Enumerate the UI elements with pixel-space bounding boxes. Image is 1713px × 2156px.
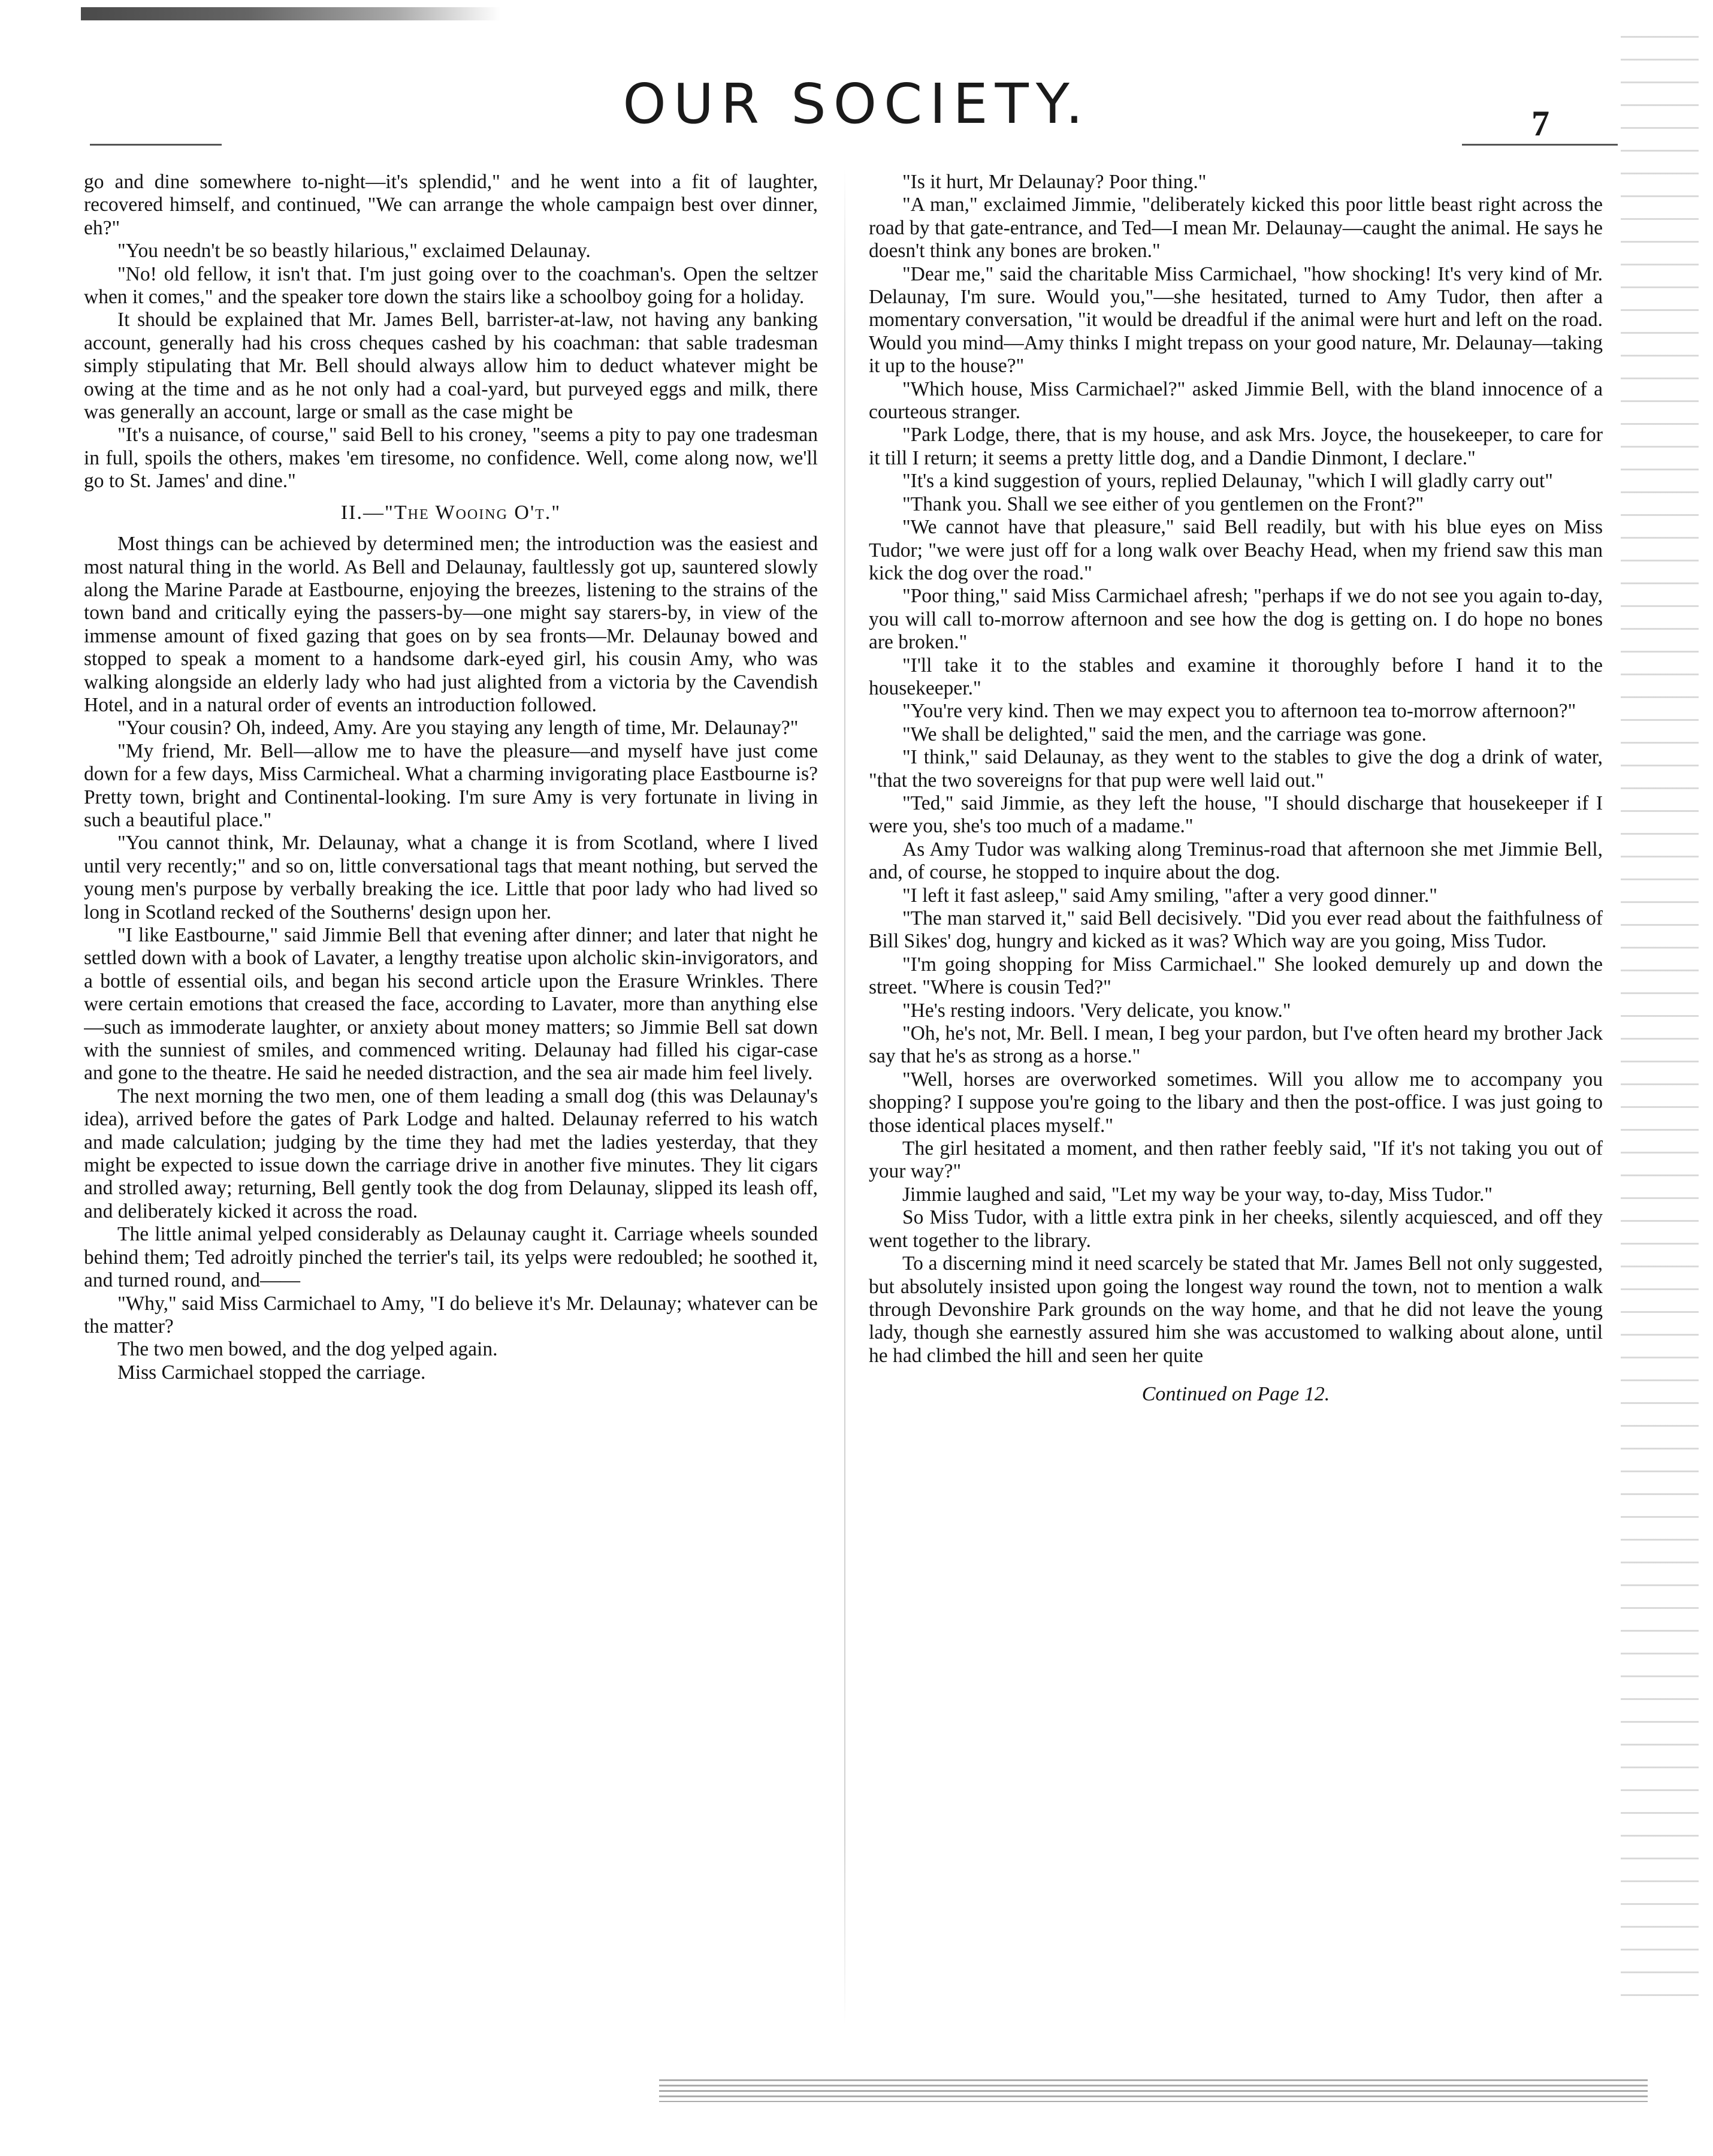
paragraph: Most things can be achieved by determined men; the introduction was the easiest and most natural thing in the world. As Bell and Delaunay, faultlessly got up, sauntered slowly along the Marine Parade at Eastbourne, enjoying the breezes, listening to the strains of the town band and critically eying the passers-by—one might say starers-by, in view of the immense amount of fixed gazing that goes on by sea fronts—Mr. Delaunay bowed and stopped to speak a moment to a handsome dark-eyed girl, his cousin Amy, who was walking alongside an elderly lady who had just alighted from a victoria by the Cavendish Hotel, and in a natural order of events an introduction followed. [84, 533, 818, 716]
paragraph: Jimmie laughed and said, "Let my way be your way, to-day, Miss Tudor." [902, 1183, 1493, 1206]
paragraph: To a discerning mind it need scarcely be stated that Mr. James Bell not only suggested, but absolutely insisted upon going the longest way round the town, not to mention a walk through Devonshire Park grounds on the way home, and that he did not leave the young lady, though she earnestly assured him she was accustomed to walking about alone, until he had climbed the hill and seen her quite [869, 1252, 1603, 1367]
paragraph: "We cannot have that pleasure," said Bell readily, but with his blue eyes on Miss Tudor; "we were just off for a long walk over Beachy Head, when my friend saw this man kick the dog over the road." [869, 516, 1603, 584]
paragraph: "Thank you. Shall we see either of you gentlemen on the Front?" [902, 493, 1424, 515]
paragraph: "It's a kind suggestion of yours, replied Delaunay, "which I will gladly carry out" [902, 470, 1553, 493]
paragraph: "I left it fast asleep," said Amy smiling, "after a very good dinner." [902, 884, 1437, 907]
bottom-decorative-rule [659, 2079, 1648, 2102]
scan-edge-noise [1621, 36, 1699, 2013]
column-divider [844, 168, 845, 2025]
paragraph: Miss Carmichael stopped the carriage. [117, 1361, 426, 1384]
paragraph: So Miss Tudor, with a little extra pink in her cheeks, silently acquiesced, and off they went together to the library. [869, 1206, 1603, 1252]
paragraph: go and dine somewhere to-night—it's splendid," and he went into a fit of laughter, recovered himself, and continued, "We can arrange the whole campaign best over dinner, eh?" [84, 171, 818, 239]
paragraph: "We shall be delighted," said the men, and the carriage was gone. [902, 723, 1427, 745]
paragraph: "I'm going shopping for Miss Carmichael." She looked demurely up and down the street. "Where is cousin Ted?" [869, 953, 1603, 999]
paragraph: "Poor thing," said Miss Carmichael afresh; "perhaps if we do not see you again to-day, you will call to-morrow afternoon and see how the dog is getting on. I do hope no bones are broken." [869, 585, 1603, 654]
paragraph: As Amy Tudor was walking along Treminus-road that afternoon she met Jimmie Bell, and, of course, he stopped to inquire about the dog. [869, 838, 1603, 884]
paragraph: "Is it hurt, Mr Delaunay? Poor thing." [902, 171, 1207, 193]
continued-notice: Continued on Page 12. [1141, 1383, 1330, 1406]
paragraph: "The man starved it," said Bell decisively. "Did you ever read about the faithfulness of Bill Sikes' dog, hungry and kicked as it was? Which way are you going, Miss Tudor. [869, 907, 1603, 953]
paragraph: The two men bowed, and the dog yelped again. [117, 1338, 498, 1361]
paragraph: "You're very kind. Then we may expect you to afternoon tea to-morrow afternoon?" [902, 700, 1576, 723]
paragraph: "Dear me," said the charitable Miss Carmichael, "how shocking! It's very kind of Mr. Delaunay, I'm sure. Would you,"—she hesitated, turned to Amy Tudor, then after a momentary conversation, "it would be dreadful if the animal were hurt and left on the road. Would you mind—Amy thinks I might trepass on your good nature, Mr. Delaunay—taking it up to the house?" [869, 262, 1603, 378]
paragraph: "I think," said Delaunay, as they went to the stables to give the dog a drink of water, "that the two sovereigns for that pup were well laid out." [869, 746, 1603, 792]
paragraph: "Your cousin? Oh, indeed, Amy. Are you staying any length of time, Mr. Delaunay?" [117, 717, 799, 739]
paragraph: "He's resting indoors. 'Very delicate, you know." [902, 999, 1291, 1022]
paragraph: "I'll take it to the stables and examine it thoroughly before I hand it to the housekeeper." [869, 654, 1603, 699]
paragraph: "I like Eastbourne," said Jimmie Bell that evening after dinner; and later that night he settled down with a book of Lavater, a lengthy treatise upon alcholic skin-invigorators, and a bottle of essential oils, and began his second article upon the Erasure Wrinkles. There were certain emotions that creased the face, according to Lavater, more than anything else—such as immoderate laughter, or anxiety about money matters; so Jimmie Bell sat down with the sunniest of smiles, and commenced writing. Delaunay had filled his cigar-case and gone to the theatre. He said he needed distraction, and the sea air made him feel lively. [84, 924, 818, 1085]
paragraph: "Oh, he's not, Mr. Bell. I mean, I beg your pardon, but I've often heard my brother Jack say that he's as strong as a horse." [869, 1022, 1603, 1068]
paragraph: "Ted," said Jimmie, as they left the house, "I should discharge that housekeeper if I were you, she's too much of a madame." [869, 792, 1603, 838]
paragraph: "It's a nuisance, of course," said Bell to his croney, "seems a pity to pay one tradesman in full, spoils the others, makes 'em tiresome, no confidence. Well, come along now, we'll go to St. James' and dine." [84, 424, 818, 493]
paragraph: The little animal yelped considerably as Delaunay caught it. Carriage wheels sounded behind them; Ted adroitly pinched the terrier's tail, its yelps were redoubled; he soothed it, and turned round, and—— [84, 1223, 818, 1292]
page-number: 7 [1531, 104, 1549, 143]
paragraph: The next morning the two men, one of them leading a small dog (this was Delaunay's idea), arrived before the gates of Park Lodge and halted. Delaunay referred to his watch and made calculation; judging by the time they had met the ladies yesterday, that they might be expected to issue down the carriage drive in another five minutes. They lit cigars and strolled away; returning, Bell gently took the dog from Delaunay, slipped its leash off, and deliberately kicked it across the road. [84, 1085, 818, 1222]
page-title: OUR SOCIETY. [623, 72, 1090, 136]
paragraph: "You needn't be so beastly hilarious," exclaimed Delaunay. [117, 240, 591, 262]
paragraph: "Why," said Miss Carmichael to Amy, "I do believe it's Mr. Delaunay; whatever can be the matter? [84, 1292, 818, 1337]
header-rule-right [1462, 144, 1618, 146]
paragraph: "Park Lodge, there, that is my house, and ask Mrs. Joyce, the housekeeper, to care for it till I return; it seems a pretty little dog, and a Dandie Dinmont, I declare." [869, 424, 1603, 469]
header-rule-left [90, 144, 222, 146]
section-heading: II.—"The Wooing O't." [340, 501, 561, 524]
paragraph: "Which house, Miss Carmichael?" asked Jimmie Bell, with the bland innocence of a courteous stranger. [869, 378, 1603, 424]
paragraph: "No! old fellow, it isn't that. I'm just going over to the coachman's. Open the seltzer when it comes," and the speaker tore down the stairs like a schoolboy going for a holiday. [84, 262, 818, 309]
paragraph: "My friend, Mr. Bell—allow me to have the pleasure—and myself have just come down for a few days, Miss Carmicheal. What a charming invigorating place Eastbourne is? Pretty town, bright and Continental-looking. I'm sure Amy is very fortunate in living in such a beautiful place." [84, 739, 818, 831]
top-decorative-rule [81, 7, 500, 20]
paragraph: The girl hesitated a moment, and then rather feebly said, "If it's not taking you out of your way?" [869, 1137, 1603, 1183]
left-column [84, 171, 818, 2052]
paragraph: It should be explained that Mr. James Bell, barrister-at-law, not having any banking account, generally had his cross cheques cashed by his coachman: that sable tradesman simply stipulating that Mr. Bell should always allow him to deduct whatever might be owing at the time and as he not only had a coal-yard, but purveyed eggs and milk, there was generally an account, large or small as the case might be [84, 309, 818, 424]
right-column [869, 171, 1603, 2052]
paragraph: "Well, horses are overworked sometimes. Will you allow me to accompany you shopping? I suppose you're going to the libary and then the post-office. I was just going to those identical places myself." [869, 1068, 1603, 1137]
paragraph: "A man," exclaimed Jimmie, "deliberately kicked this poor little beast right across the road by that gate-entrance, and Ted—I mean Mr. Delaunay—caught the animal. He says he doesn't think any bones are broken." [869, 194, 1603, 262]
paragraph: "You cannot think, Mr. Delaunay, what a change it is from Scotland, where I lived until very recently;" and so on, little conversational tags that meant nothing, but served the young men's purpose by verbally breaking the ice. Little that poor lady who had lived so long in Scotland recked of the Southerns' design upon her. [84, 832, 818, 923]
